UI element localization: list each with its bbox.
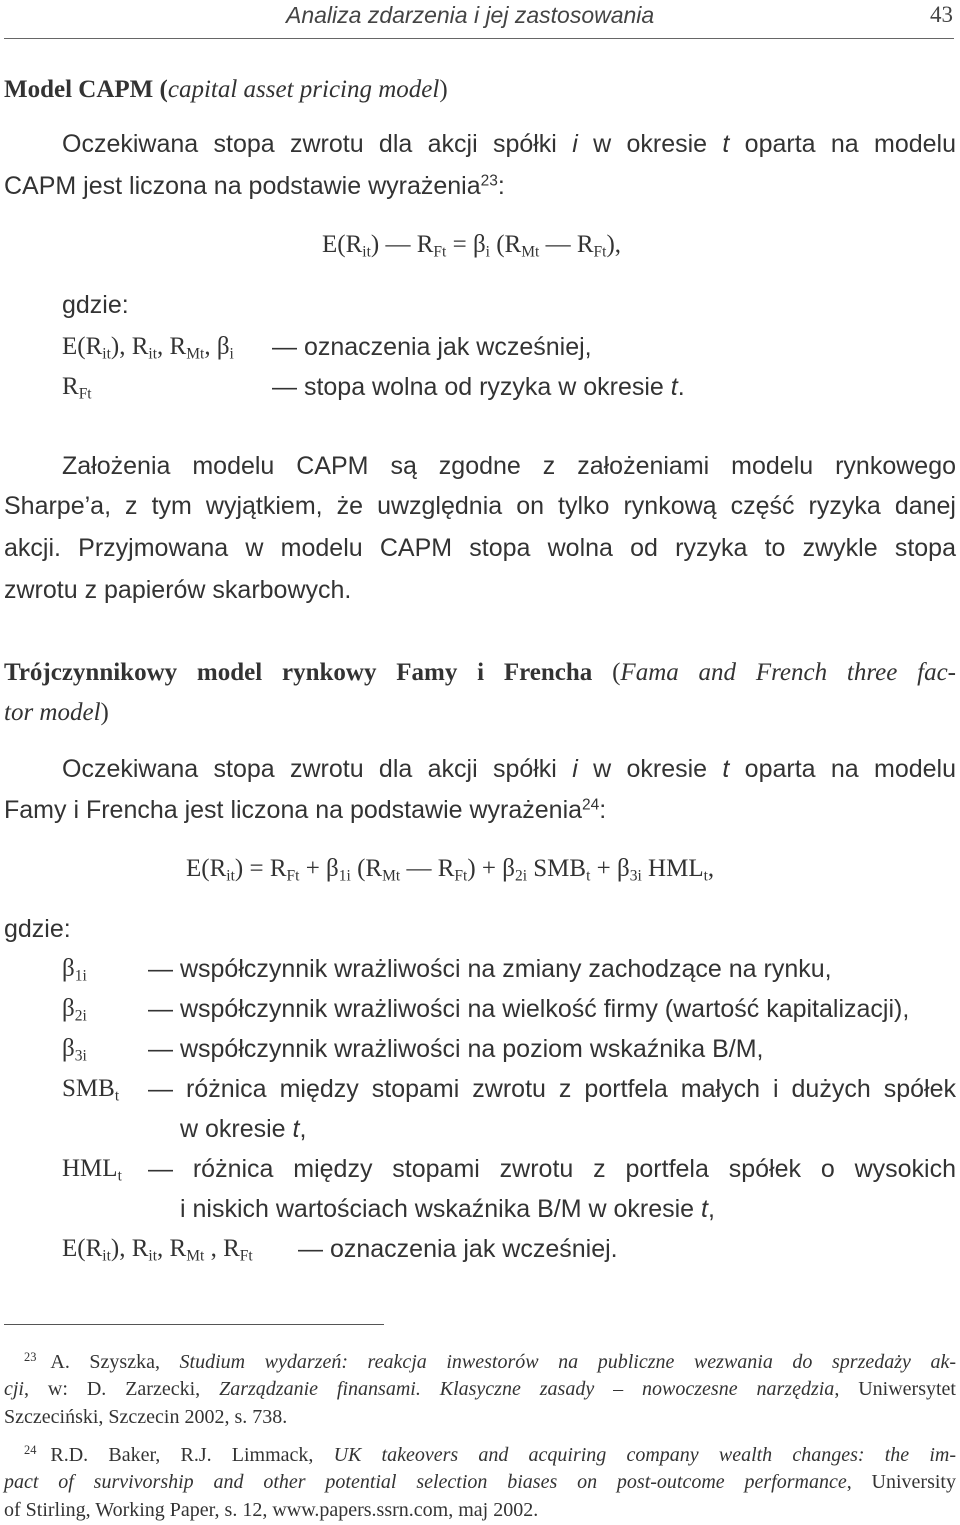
ff-formula: $E(R_{it}) = R_{Ft} + \beta_{1i}$ ($R_{Mt}$ ― $R_{Ft}) + \beta_{2i}$ $SMB_t + \beta_{3i}$ $HML_t$, <box>186 855 715 885</box>
ff-def-hml-desc1: ― różnica między stopami zwrotu z portfela spółek o wysokich <box>148 1155 956 1183</box>
ff-heading-line2: tor model) <box>4 699 109 726</box>
footnote-24-line1: $^{24}$ R.D. Baker, R.J. Limmack, UK takeovers and acquiring company wealth changes: the im- <box>24 1443 956 1466</box>
ff-def-b3-desc: ― współczynnik wrażliwości na poziom wskaźnika B/M, <box>148 1035 764 1063</box>
capm-def2-desc: ― stopa wolna od ryzyka w okresie t. <box>272 373 685 401</box>
running-title: Analiza zdarzenia i jej zastosowania <box>286 2 655 28</box>
ff-intro-line1: Oczekiwana stopa zwrotu dla akcji spółki i w okresie t oparta na modelu <box>62 755 957 783</box>
ff-def-b2-symbol: $\beta_{2i}$ <box>62 995 87 1025</box>
capm-def1-symbols: $E(R_{it})$, $R_{it}$, $R_{Mt}$, $\beta_i$ <box>62 333 234 363</box>
capm-def1-desc: ― oznaczenia jak wcześniej, <box>272 333 592 361</box>
ff-heading-line1: Trójczynnikowy model rynkowy Famy i Frencha (Fama and French three fac- <box>4 659 956 686</box>
ff-def-smb-symbol: $SMB_t$ <box>62 1075 120 1105</box>
ff-def-b1-symbol: $\beta_{1i}$ <box>62 955 87 985</box>
ff-def-b3-symbol: $\beta_{3i}$ <box>62 1035 87 1065</box>
footnote-rule <box>4 1324 384 1325</box>
ff-def-last-desc: ― oznaczenia jak wcześniej. <box>298 1235 618 1263</box>
capm-para-line1: Założenia modelu CAPM są zgodne z założeniami modelu rynkowego <box>62 452 956 480</box>
ff-def-hml-symbol: $HML_t$ <box>62 1155 122 1185</box>
ff-def-smb-desc2: w okresie t, <box>180 1115 307 1143</box>
capm-para-line3: akcji. Przyjmowana w modelu CAPM stopa wolna od ryzyka to zwykle stopa <box>4 534 956 562</box>
ff-where: gdzie: <box>4 915 71 943</box>
capm-heading: Model CAPM (capital asset pricing model) <box>4 76 448 103</box>
footnote-24-line2: pact of survivorship and other potential selection biases on post-outcome performance, University <box>4 1471 956 1493</box>
footnote-23-line2: cji, w: D. Zarzecki, Zarządzanie finansami. Klasyczne zasady – nowoczesne narzędzia, Uniwersytet <box>4 1378 956 1400</box>
footnote-23-line3: Szczeciński, Szczecin 2002, s. 738. <box>4 1406 288 1428</box>
ff-def-b1-desc: ― współczynnik wrażliwości na zmiany zachodzące na rynku, <box>148 955 832 983</box>
capm-para-line4: zwrotu z papierów skarbowych. <box>4 576 352 604</box>
capm-para-line2: Sharpe’a, z tym wyjątkiem, że uwzględnia on tylko rynkową część ryzyka danej <box>4 492 956 520</box>
footnote-23-line1: $^{23}$ A. Szyszka, Studium wydarzeń: reakcja inwestorów na publiczne wezwania do sprzedaży ak- <box>24 1350 957 1373</box>
capm-formula: $E(R_{it})$ ― $R_{Ft} = \beta_i$ ($R_{Mt}$ ― $R_{Ft}$), <box>322 231 622 261</box>
header-rule <box>4 38 954 39</box>
ff-intro-line2: Famy i Frencha jest liczona na podstawie wyrażenia$^{24}$: <box>4 796 607 824</box>
ff-def-smb-desc1: ― różnica między stopami zwrotu z portfela małych i dużych spółek <box>148 1075 956 1103</box>
ff-def-last-symbols: $E(R_{it})$, $R_{it}$, $R_{Mt}$ , $R_{Ft}$ <box>62 1235 253 1265</box>
capm-intro-line1: Oczekiwana stopa zwrotu dla akcji spółki i w okresie t oparta na modelu <box>62 130 957 158</box>
capm-intro-line2: CAPM jest liczona na podstawie wyrażenia$^{23}$: <box>4 172 505 200</box>
page-number: 43 <box>930 2 953 27</box>
capm-where: gdzie: <box>62 291 129 319</box>
ff-def-hml-desc2: i niskich wartościach wskaźnika B/M w okresie t, <box>180 1195 715 1223</box>
ff-def-b2-desc: ― współczynnik wrażliwości na wielkość firmy (wartość kapitalizacji), <box>148 995 910 1023</box>
footnote-24-line3: of Stirling, Working Paper, s. 12, www.papers.ssrn.com, maj 2002. <box>4 1499 539 1521</box>
capm-def2-symbol: $R_{Ft}$ <box>62 373 92 403</box>
